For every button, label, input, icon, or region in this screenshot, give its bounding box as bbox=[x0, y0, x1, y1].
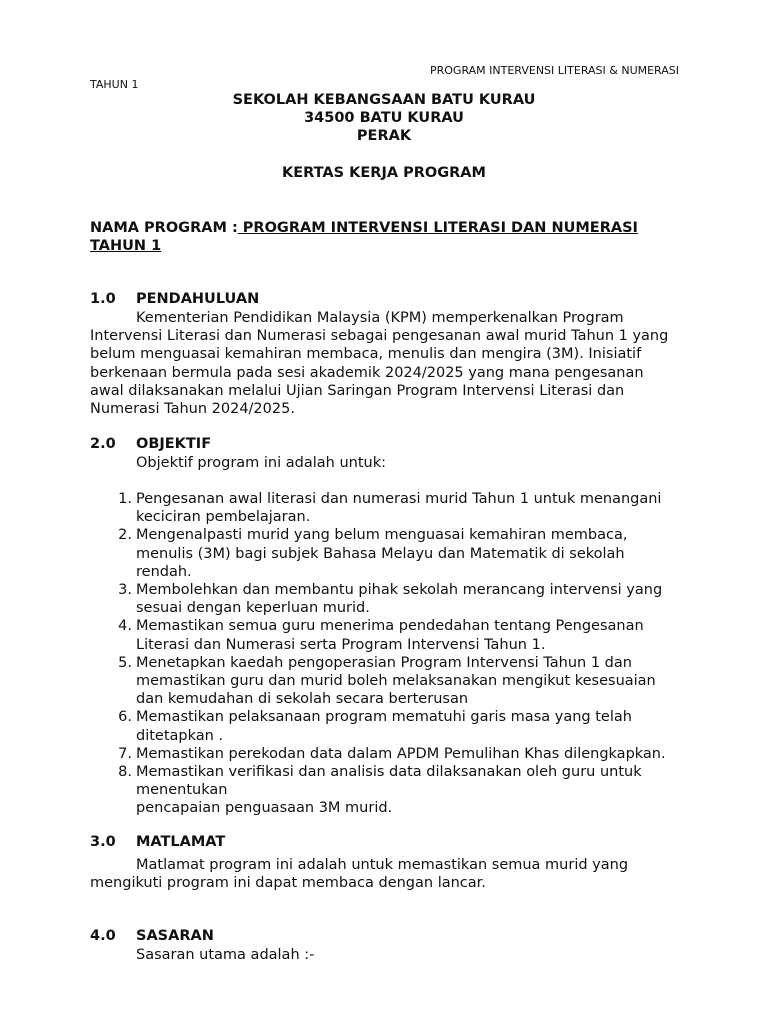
paragraph-line: mengikuti program ini dapat membaca dengan lancar. bbox=[90, 875, 486, 892]
item-line: Memastikan verifikasi dan analisis data dilaksanakan oleh guru untuk bbox=[136, 764, 642, 781]
objective-item bbox=[90, 654, 700, 709]
program-name-line1 bbox=[90, 219, 638, 237]
running-header-year: TAHUN 1 bbox=[90, 78, 139, 91]
program-label: NAMA PROGRAM : bbox=[90, 220, 238, 236]
section-1-number: 1.0 bbox=[90, 291, 116, 307]
program-name: PROGRAM INTERVENSI LITERASI DAN NUMERASI bbox=[237, 220, 638, 236]
item-line: Memastikan semua guru menerima pendedahan tentang Pengesanan bbox=[136, 618, 644, 635]
school-state: PERAK bbox=[356, 128, 412, 144]
item-line: Memastikan pelaksanaan program mematuhi garis masa yang telah bbox=[136, 709, 632, 726]
item-line: Menetapkan kaedah pengoperasian Program Intervensi Tahun 1 dan bbox=[136, 654, 632, 671]
section-3-number: 3.0 bbox=[90, 834, 116, 850]
item-number: 8. bbox=[118, 764, 132, 781]
section-2-intro: Objektif program ini adalah untuk: bbox=[136, 455, 386, 471]
item-number: 6. bbox=[118, 709, 132, 726]
paragraph-line: belum menguasai kemahiran membaca, menulis dan mengira (3M). Inisiatif bbox=[90, 346, 642, 363]
item-line: sesuai dengan keperluan murid. bbox=[136, 600, 370, 617]
section-3-title: MATLAMAT bbox=[136, 834, 226, 850]
objective-item bbox=[90, 526, 700, 581]
item-number: 4. bbox=[118, 618, 132, 635]
item-line: memastikan guru dan murid boleh melaksanakan mengikut kesesuaian bbox=[136, 673, 656, 690]
objectives-list bbox=[90, 490, 700, 818]
section-3-paragraph bbox=[90, 856, 700, 892]
document-title: KERTAS KERJA PROGRAM bbox=[282, 165, 486, 181]
objective-item bbox=[90, 581, 700, 617]
school-address: 34500 BATU KURAU bbox=[304, 110, 464, 126]
paragraph-line: awal dilaksanakan melalui Ujian Saringan Program Intervensi Literasi dan bbox=[90, 382, 625, 399]
paragraph-line: Numerasi Tahun 2024/2025. bbox=[90, 401, 295, 418]
item-number: 2. bbox=[118, 527, 132, 544]
objective-item bbox=[90, 617, 700, 653]
item-line: ditetapkan . bbox=[136, 727, 224, 744]
section-4-intro: Sasaran utama adalah :- bbox=[136, 947, 315, 963]
program-name-line2: TAHUN 1 bbox=[90, 238, 162, 254]
objective-item bbox=[90, 708, 700, 744]
objective-item bbox=[90, 490, 700, 526]
item-line: menentukan bbox=[136, 782, 228, 799]
item-number: 7. bbox=[118, 745, 132, 762]
section-4-number: 4.0 bbox=[90, 928, 116, 944]
objective-item bbox=[90, 745, 700, 763]
item-line: Literasi dan Numerasi serta Program Intervensi Tahun 1. bbox=[136, 636, 546, 653]
paragraph-line: Matlamat program ini adalah untuk memastikan semua murid yang bbox=[136, 857, 629, 873]
school-name: SEKOLAH KEBANGSAAN BATU KURAU bbox=[232, 92, 536, 108]
running-header-title: PROGRAM INTERVENSI LITERASI & NUMERASI bbox=[430, 64, 680, 77]
paragraph-line: Kementerian Pendidikan Malaysia (KPM) memperkenalkan Program bbox=[136, 310, 624, 326]
item-line: dan kemudahan di sekolah secara berterusan bbox=[136, 691, 469, 708]
item-line: pencapaian penguasaan 3M murid. bbox=[136, 800, 393, 817]
section-2-title: OBJEKTIF bbox=[136, 436, 212, 452]
section-2-number: 2.0 bbox=[90, 436, 116, 452]
paragraph-line: berkenaan bermula pada sesi akademik 2024/2025 yang mana pengesanan bbox=[90, 364, 644, 381]
objective-item bbox=[90, 763, 700, 818]
item-line: keciciran pembelajaran. bbox=[136, 509, 311, 526]
item-line: rendah. bbox=[136, 563, 192, 580]
item-line: Pengesanan awal literasi dan numerasi murid Tahun 1 untuk menangani bbox=[136, 491, 662, 507]
item-line: Mengenalpasti murid yang belum menguasai kemahiran membaca, bbox=[136, 527, 628, 544]
item-number: 5. bbox=[118, 654, 132, 671]
item-line: Membolehkan dan membantu pihak sekolah merancang intervensi yang bbox=[136, 582, 663, 599]
section-1-title: PENDAHULUAN bbox=[136, 291, 260, 307]
item-line: Memastikan perekodan data dalam APDM Pemulihan Khas dilengkapkan. bbox=[136, 745, 666, 762]
paragraph-line: Intervensi Literasi dan Numerasi sebagai pengesanan awal murid Tahun 1 yang bbox=[90, 328, 669, 345]
item-number: 3. bbox=[118, 582, 132, 599]
section-1-paragraph bbox=[90, 309, 700, 418]
section-4-title: SASARAN bbox=[136, 928, 214, 944]
item-line: menulis (3M) bagi subjek Bahasa Melayu dan Matematik di sekolah bbox=[136, 545, 625, 562]
item-number: 1. bbox=[118, 491, 132, 507]
